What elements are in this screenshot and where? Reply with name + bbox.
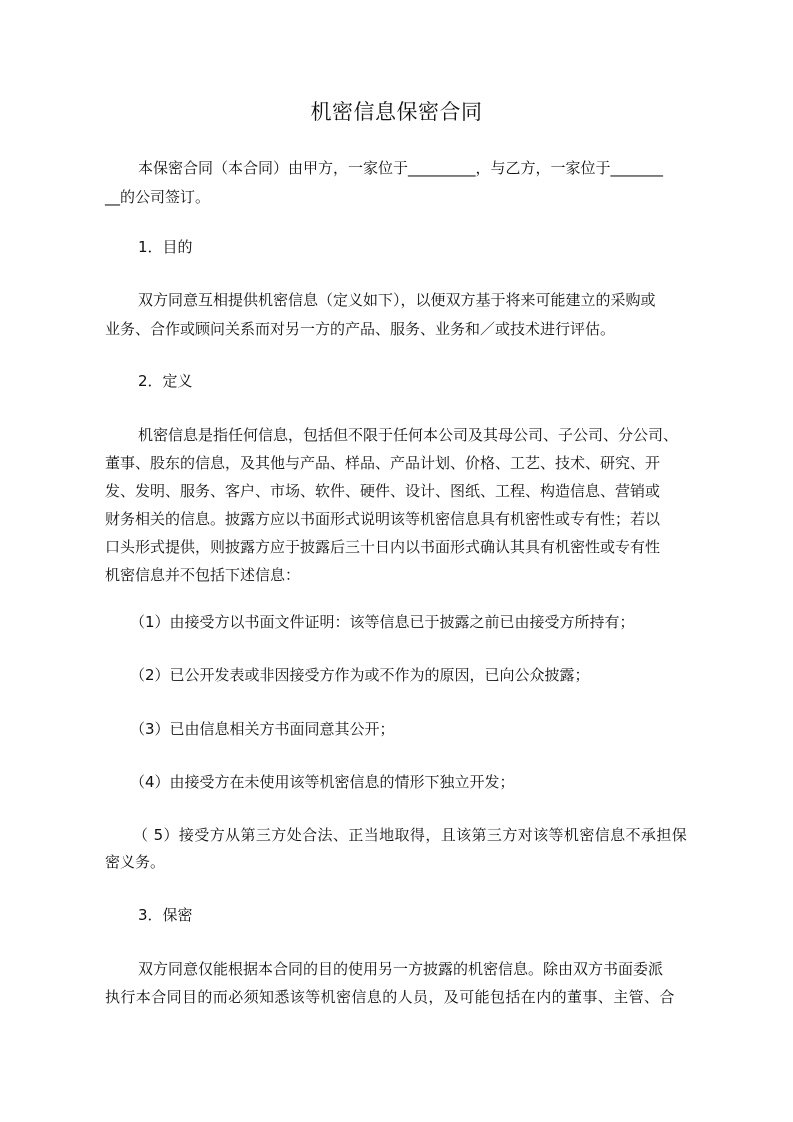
section-2-line-6: 机密信息并不包括下述信息： bbox=[105, 566, 301, 584]
section-2-line-4: 财务相关的信息。披露方应以书面形式说明该等机密信息具有机密性或专有性；若以 bbox=[105, 510, 661, 528]
exclusion-item-2: （2）已公开发表或非因接受方作为或不作为的原因，已向公众披露； bbox=[130, 666, 590, 684]
section-1-line-2: 业务、合作或顾问关系而对另一方的产品、服务、业务和／或技术进行评估。 bbox=[105, 320, 616, 338]
exclusion-item-4: （4）由接受方在未使用该等机密信息的情形下独立开发； bbox=[130, 773, 515, 791]
section-3-line-2: 执行本合同目的而必须知悉该等机密信息的人员，及可能包括在内的董事、主管、合 bbox=[105, 988, 675, 1006]
section-2-line-1: 机密信息是指任何信息，包括但不限于任何本公司及其母公司、子公司、分公司、 bbox=[138, 426, 679, 444]
section-2-line-2: 董事、股东的信息，及其他与产品、样品、产品计划、价格、工艺、技术、研究、开 bbox=[105, 454, 661, 472]
section-2-line-5: 口头形式提供，则披露方应于披露后三十日内以书面形式确认其具有机密性或专有性 bbox=[105, 538, 661, 556]
section-1-heading: 1．目的 bbox=[138, 238, 193, 256]
exclusion-item-5-line-2: 密义务。 bbox=[105, 853, 166, 871]
section-3-line-1: 双方同意仅能根据本合同的目的使用另一方披露的机密信息。除由双方书面委派 bbox=[138, 960, 664, 978]
document-title: 机密信息保密合同 bbox=[310, 100, 483, 124]
intro-line-2: __的公司签订。 bbox=[105, 188, 211, 206]
exclusion-item-5-line-1: （ 5）接受方从第三方处合法、正当地取得，且该第三方对该等机密信息不承担保 bbox=[133, 826, 688, 844]
section-2-line-3: 发、发明、服务、客户、市场、软件、硬件、设计、图纸、工程、构造信息、营销或 bbox=[105, 482, 661, 500]
section-3-heading: 3．保密 bbox=[138, 906, 193, 924]
exclusion-item-1: （1）由接受方以书面文件证明：该等信息已于披露之前已由接受方所持有； bbox=[130, 613, 635, 631]
section-1-line-1: 双方同意互相提供机密信息（定义如下），以便双方基于将来可能建立的采购或 bbox=[138, 291, 656, 309]
section-2-heading: 2．定义 bbox=[138, 372, 193, 390]
intro-line-1: 本保密合同（本合同）由甲方，一家位于_________，与乙方，一家位于_______ bbox=[138, 159, 664, 177]
exclusion-item-3: （3）已由信息相关方书面同意其公开； bbox=[130, 720, 395, 738]
